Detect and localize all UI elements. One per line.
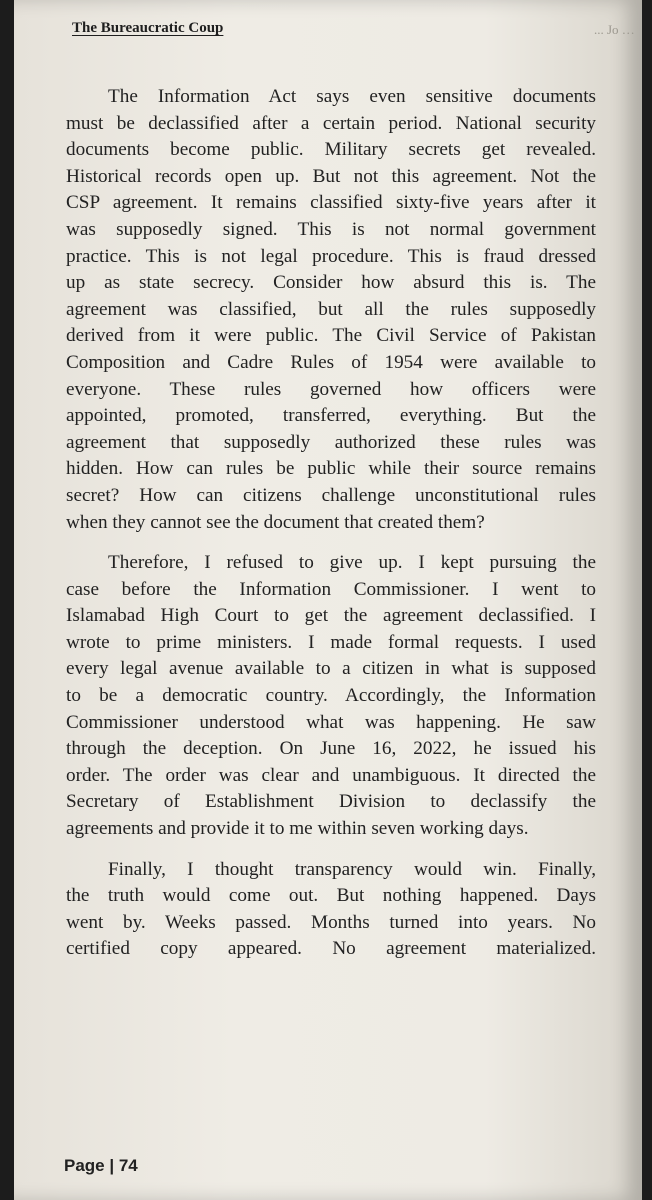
text-line: Islamabad High Court to get the agreement declassified. I xyxy=(66,605,596,627)
paragraph-1 xyxy=(66,84,596,536)
book-page xyxy=(14,0,642,1200)
text-line: order. The order was clear and unambiguous. It directed the xyxy=(66,764,596,786)
page-number: Page | 74 xyxy=(64,1156,138,1175)
text-line: when they cannot see the document that created them? xyxy=(66,511,485,533)
body-text xyxy=(66,84,596,963)
paragraph-1-lines xyxy=(66,84,596,536)
text-line: agreement was classified, but all the rules supposedly xyxy=(66,298,596,320)
text-line: to be a democratic country. Accordingly, the Information xyxy=(66,685,596,707)
text-line: Historical records open up. But not this agreement. Not the xyxy=(66,165,596,187)
text-line: through the deception. On June 16, 2022, he issued his xyxy=(66,738,596,760)
facing-page-bleed-text: ... Jo … xyxy=(594,22,635,37)
text-line: Commissioner understood what was happening. He saw xyxy=(66,711,596,733)
text-line: practice. This is not legal procedure. This is fraud dressed xyxy=(66,245,596,267)
text-line: up as state secrecy. Consider how absurd this is. The xyxy=(66,272,596,294)
text-line: CSP agreement. It remains classified sixty-five years after it xyxy=(66,192,596,214)
text-line: agreement that supposedly authorized these rules was xyxy=(66,431,596,453)
text-line: agreements and provide it to me within seven working days. xyxy=(66,818,529,840)
text-line: Secretary of Establishment Division to declassify the xyxy=(66,791,596,813)
text-line: must be declassified after a certain period. National security xyxy=(66,112,596,134)
paragraph-3 xyxy=(66,857,596,963)
text-line: appointed, promoted, transferred, everything. But the xyxy=(66,405,596,427)
text-line: certified copy appeared. No agreement materialized. xyxy=(66,938,596,960)
text-line: the truth would come out. But nothing happened. Days xyxy=(66,885,596,907)
text-line: Therefore, I refused to give up. I kept pursuing the xyxy=(108,552,596,574)
text-line: everyone. These rules governed how officers were xyxy=(66,378,596,400)
text-line: secret? How can citizens challenge unconstitutional rules xyxy=(66,484,596,506)
text-line: every legal avenue available to a citizen in what is supposed xyxy=(66,658,596,680)
text-line: wrote to prime ministers. I made formal requests. I used xyxy=(66,631,596,653)
text-line: documents become public. Military secrets get revealed. xyxy=(66,139,596,161)
text-line: was supposedly signed. This is not normal government xyxy=(66,218,596,240)
text-line: Finally, I thought transparency would win. Finally, xyxy=(108,858,596,880)
text-line: case before the Information Commissioner. I went to xyxy=(66,578,596,600)
paragraph-2-lines xyxy=(66,550,596,843)
text-line: Composition and Cadre Rules of 1954 were available to xyxy=(66,351,596,373)
text-line: went by. Weeks passed. Months turned into years. No xyxy=(66,911,596,933)
text-line: hidden. How can rules be public while their source remains xyxy=(66,458,596,480)
text-line: The Information Act says even sensitive documents xyxy=(108,86,596,107)
paragraph-3-lines xyxy=(66,857,596,963)
paragraph-2 xyxy=(66,550,596,843)
running-head: The Bureaucratic Coup xyxy=(72,20,224,36)
text-line: derived from it were public. The Civil Service of Pakistan xyxy=(66,325,596,347)
